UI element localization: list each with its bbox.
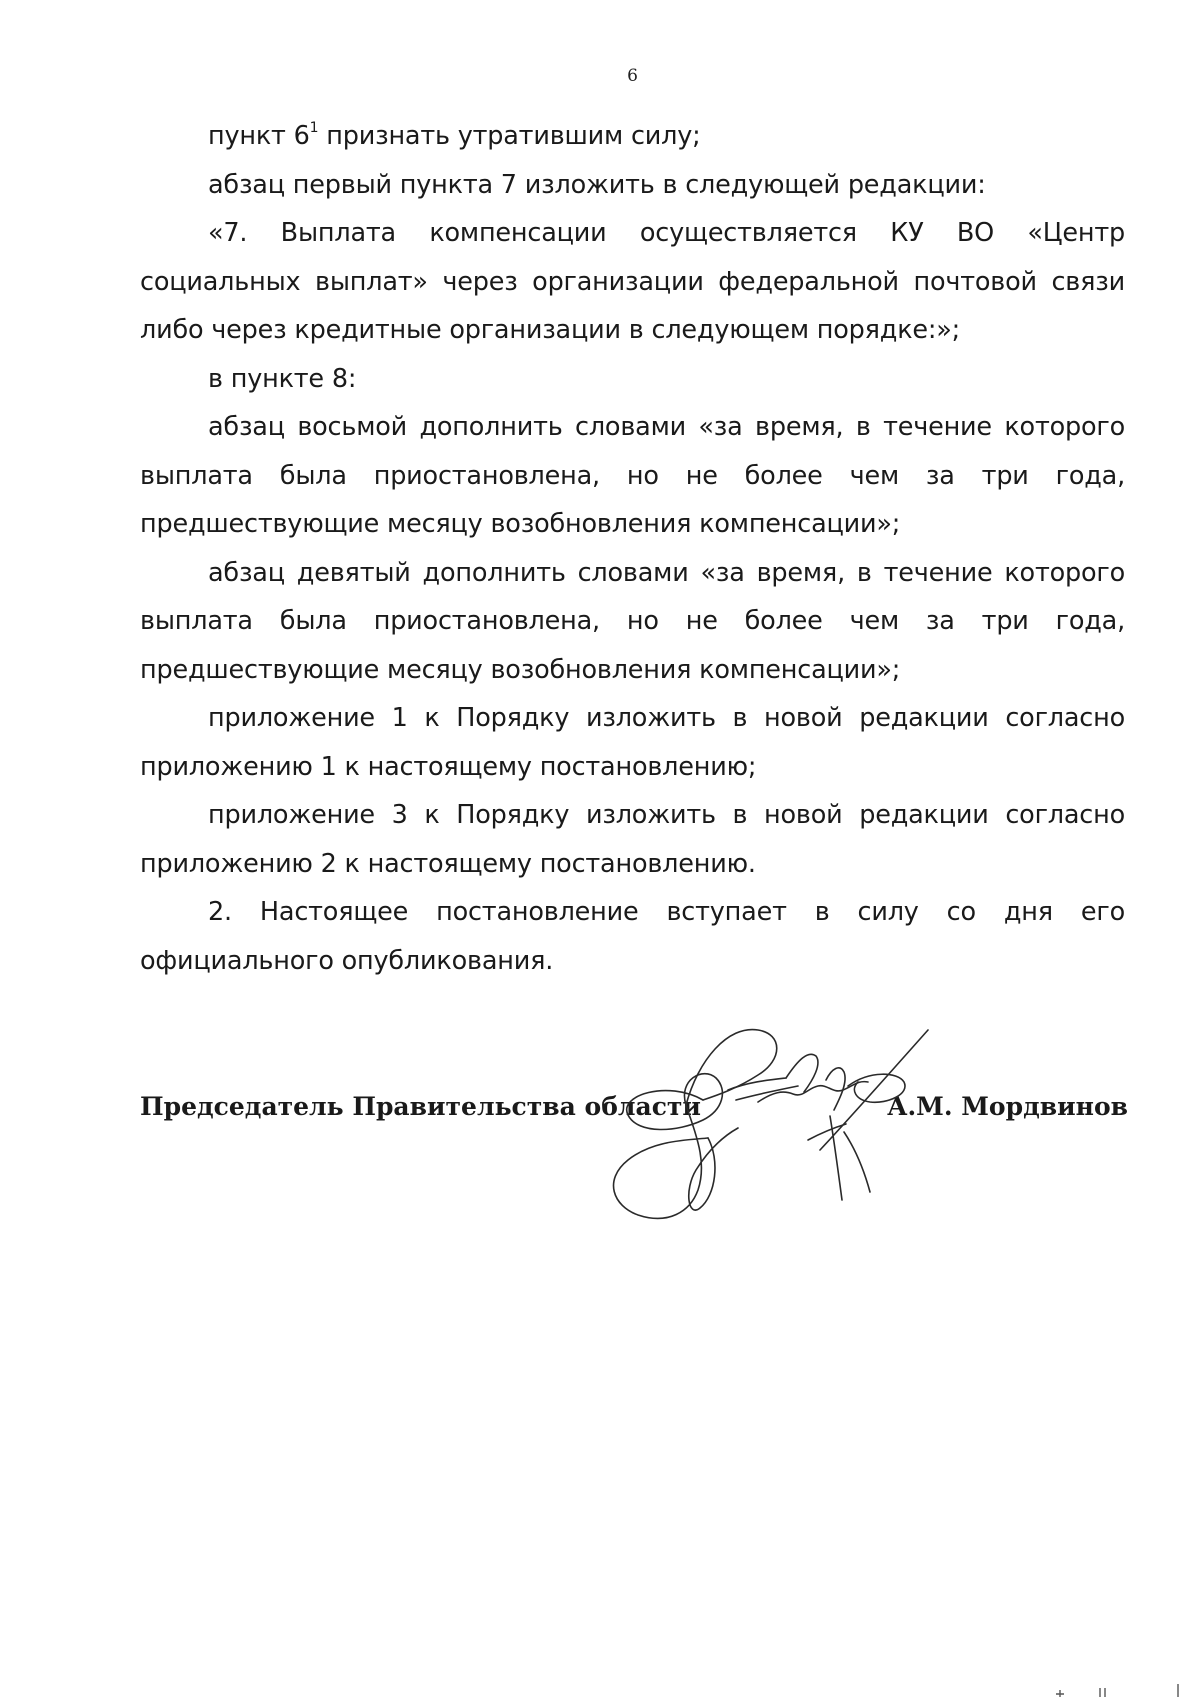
paragraph-6: абзац девятый дополнить словами «за время, в течение которого выплата была приостановлена, но не более чем за три года, предшествующие месяцу возобновления компенсации»; [140,557,1125,685]
paragraph-3: «7. Выплата компенсации осуществляется КУ ВО «Центр социальных выплат» через организации федеральной почтовой связи либо через кредитные организации в следующем порядке:»; [140,218,1125,345]
paragraph-9: 2. Настоящее постановление вступает в силу со дня его официального опубликования. [140,897,1125,976]
document-body [140,112,1125,985]
paragraph-7: приложение 1 к Порядку изложить в новой редакции согласно приложению 1 к настоящему постановлению; [140,703,1125,782]
paragraph-4: в пункте 8: [208,363,357,394]
paragraph-1-text-after: признать утратившим силу; [318,121,701,151]
paragraph-5: абзац восьмой дополнить словами «за время, в течение которого выплата была приостановлена, но не более чем за три года, предшествующие месяцу возобновления компенсации»; [140,412,1125,539]
handwritten-signature [608,1020,968,1230]
paragraph-2: абзац первый пункта 7 изложить в следующей редакции: [208,169,986,200]
scan-edge-marks [1050,1662,1200,1697]
paragraph-8: приложение 3 к Порядку изложить в новой редакции согласно приложению 2 к настоящему постановлению. [140,800,1125,879]
paragraph-1 [140,112,1125,161]
superscript-index: 1 [309,120,319,136]
signatory-name: А.М. Мордвинов [887,1092,1128,1121]
signatory-title: Председатель Правительства области [140,1092,701,1121]
page-number: 6 [627,66,638,86]
paragraph-1-text-before: пункт 6 [208,121,310,151]
